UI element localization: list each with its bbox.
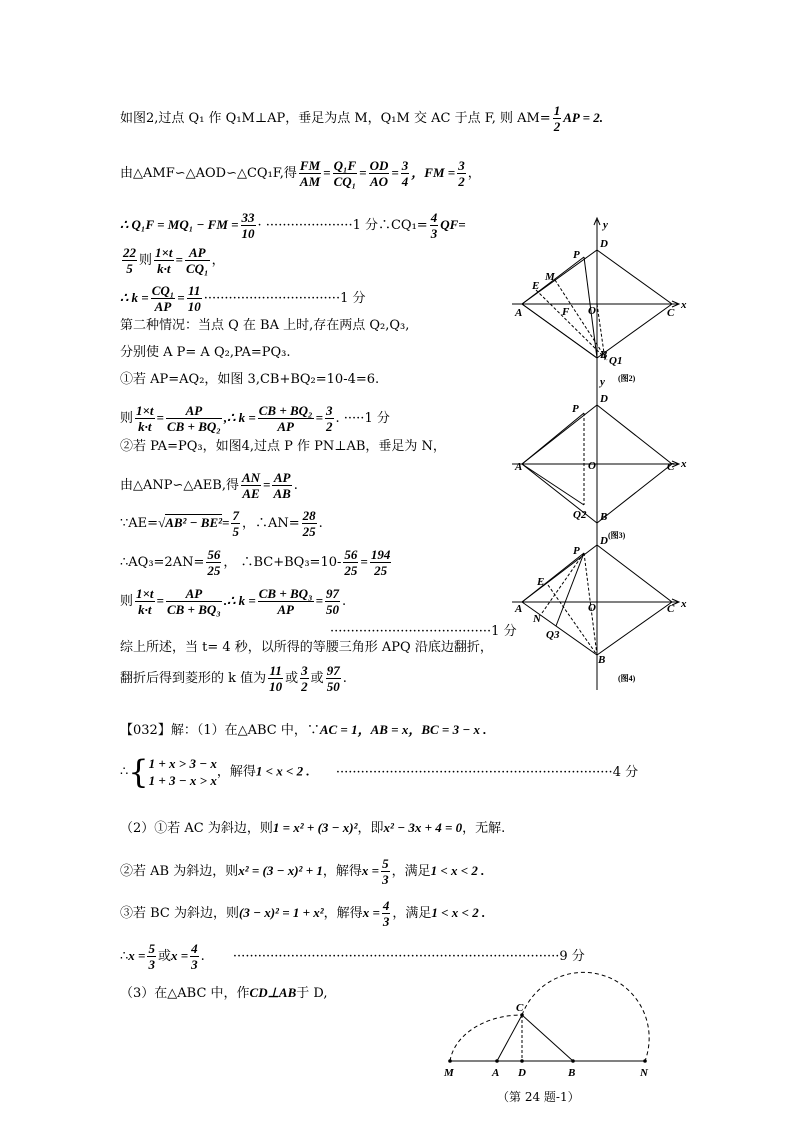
line-9: 则 $\frac{1\times t}{k\cdot t}$ = $\frac{AP}{\text{CB + BQ₂}}$ ,∴ k = $\frac{\text{CB + BQ₂}}{AP}$ = $\frac{3}{2}$ . ·····1 分 <box>120 403 390 434</box>
svg-text:(图3): (图3) <box>608 531 626 540</box>
line-7: 分别使 A P= A Q₂,PA=PQ₃. <box>120 345 291 360</box>
svg-text:E: E <box>537 576 545 588</box>
svg-text:F: F <box>562 306 570 318</box>
svg-text:P: P <box>573 545 580 557</box>
svg-text:D: D <box>600 535 608 547</box>
line-3: ∴ Q₁F = MQ₁ − FM = $\frac{33}{10}$ · ·····················1 分∴CQ₁= $\frac{4}{3}$ QF= <box>120 210 466 241</box>
svg-text:y: y <box>600 376 605 388</box>
svg-text:A: A <box>515 461 523 473</box>
line-23: ∴x = $\frac{5}{3}$ 或x = $\frac{4}{3}$ . ···············································································9 分 <box>120 941 585 972</box>
svg-text:x: x <box>681 299 687 311</box>
svg-text:P: P <box>573 249 580 261</box>
svg-text:C: C <box>667 461 675 473</box>
svg-text:D: D <box>600 393 608 405</box>
svg-text:(图4): (图4) <box>618 674 636 683</box>
svg-text:D: D <box>600 238 608 250</box>
svg-text:M: M <box>444 1067 454 1079</box>
svg-text:O: O <box>588 460 596 472</box>
svg-text:M: M <box>545 271 555 283</box>
figure-4 <box>512 545 679 655</box>
line-15: ·······································1 分 <box>330 624 517 639</box>
svg-text:C: C <box>667 603 675 615</box>
line-22: ③若 BC 为斜边，则(3 − x)² = 1 + x²，解得x = $\frac{4}{3}$ ，满足1 < x < 2 . <box>120 898 486 929</box>
line-5: ∴ k = $\frac{\text{CQ₁}}{AP}$ = $\frac{11}{10}$ ·································1 分 <box>120 283 366 314</box>
line-16: 综上所述，当 t= 4 秒，以所得的等腰三角形 APQ 沿底边翻折， <box>120 640 493 655</box>
svg-text:P: P <box>572 403 579 415</box>
line-4: $\frac{22}{5}$ 则 $\frac{1\times t}{k\cdot t}$ = $\frac{AP}{\text{CQ₁}}$ ， <box>123 245 225 276</box>
svg-text:x: x <box>681 458 687 470</box>
line-20: （2）①若 AC 为斜边，则1 = x² + (3 − x)²，即x² − 3x + 4 = 0，无解. <box>120 820 506 836</box>
line-11: 由△ANP∽△AEB,得 $\frac{AN}{AE}$ = $\frac{AP}{AB}$ . <box>120 470 298 501</box>
svg-text:O: O <box>588 305 596 317</box>
line-17: 翻折后得到菱形的 k 值为 $\frac{11}{10}$ 或 $\frac{3}{2}$ 或 $\frac{97}{50}$ . <box>120 663 347 694</box>
svg-text:Q1: Q1 <box>609 355 623 367</box>
svg-text:（第 24 题-1）: （第 24 题-1） <box>497 1090 580 1104</box>
svg-text:E: E <box>532 280 540 292</box>
line-6: 第二种情况：当点 Q 在 BA 上时,存在两点 Q₂,Q₃, <box>120 318 410 333</box>
line-13: ∴AQ₃=2AN= $\frac{56}{25}$ ， ∴BC+BQ₃=10- $\frac{56}{25}$ = $\frac{194}{25}$ <box>120 547 391 578</box>
svg-text:C: C <box>667 307 675 319</box>
line-21: ②若 AB 为斜边，则x² = (3 − x)² + 1，解得x = $\frac{5}{3}$ ，满足1 < x < 2 . <box>120 856 485 887</box>
line-12: ∵AE=√AB² − BE²= $\frac{7}{5}$ ，∴AN= $\frac{28}{25}$ . <box>120 508 323 539</box>
line-19: ∴{ 1 + x > 3 − x 1 + 3 − x > x ，解得1 < x < 2 . ···································································4 分 <box>120 753 639 791</box>
line-14: 则 $\frac{1\times t}{k\cdot t}$ = $\frac{AP}{\text{CB + BQ₃}}$ .∴ k = $\frac{\text{CB + BQ₃}}{AP}$ = $\frac{97}{50}$ . <box>120 586 347 617</box>
svg-text:D: D <box>518 1067 526 1079</box>
math: AP = 2. <box>563 110 603 125</box>
label: y <box>603 219 608 231</box>
svg-text:B: B <box>568 1067 576 1079</box>
figure-24-1 <box>450 972 649 1061</box>
line-18: 【032】解：（1）在△ABC 中，∵AC = 1，AB = x，BC = 3 − x . <box>120 722 487 738</box>
svg-text:(图2): (图2) <box>618 374 636 383</box>
line-24: （3）在△ABC 中，作CD⊥AB于 D, <box>120 985 328 1001</box>
line-2: 由△AMF∽△AOD∽△CQ₁F,得 $\frac{FM}{AM}$ = $\frac{\text{Q₁F}}{\text{CQ₁}}$ = $\frac{OD}{AO}$ = $\frac{3}{4}$ ，FM = $\frac{3}{2}$ ， <box>120 158 481 189</box>
svg-text:B: B <box>598 654 606 666</box>
svg-text:A: A <box>515 307 523 319</box>
svg-text:B: B <box>600 349 608 361</box>
text: 如图2,过点 Q₁ 作 Q₁M⊥AP，垂足为点 M，Q₁M 交 AC 于点 F, 则 AM= <box>120 111 551 126</box>
svg-text:B: B <box>600 511 608 523</box>
svg-text:N: N <box>533 613 541 625</box>
fraction: $\frac{1}{2}$ <box>553 103 561 134</box>
svg-text:C: C <box>516 1002 524 1014</box>
svg-text:x: x <box>681 598 687 610</box>
svg-text:O: O <box>588 602 596 614</box>
svg-text:Q3: Q3 <box>546 629 560 641</box>
line-10: ②若 PA=PQ₃，如图4,过点 P 作 PN⊥AB，垂足为 N， <box>120 439 446 454</box>
svg-text:A: A <box>515 603 523 615</box>
svg-text:A: A <box>492 1067 500 1079</box>
svg-text:Q2: Q2 <box>573 509 587 521</box>
line-8: ①若 AP=AQ₂，如图 3,CB+BQ₂=10-4=6. <box>120 372 380 387</box>
svg-text:N: N <box>640 1067 648 1079</box>
